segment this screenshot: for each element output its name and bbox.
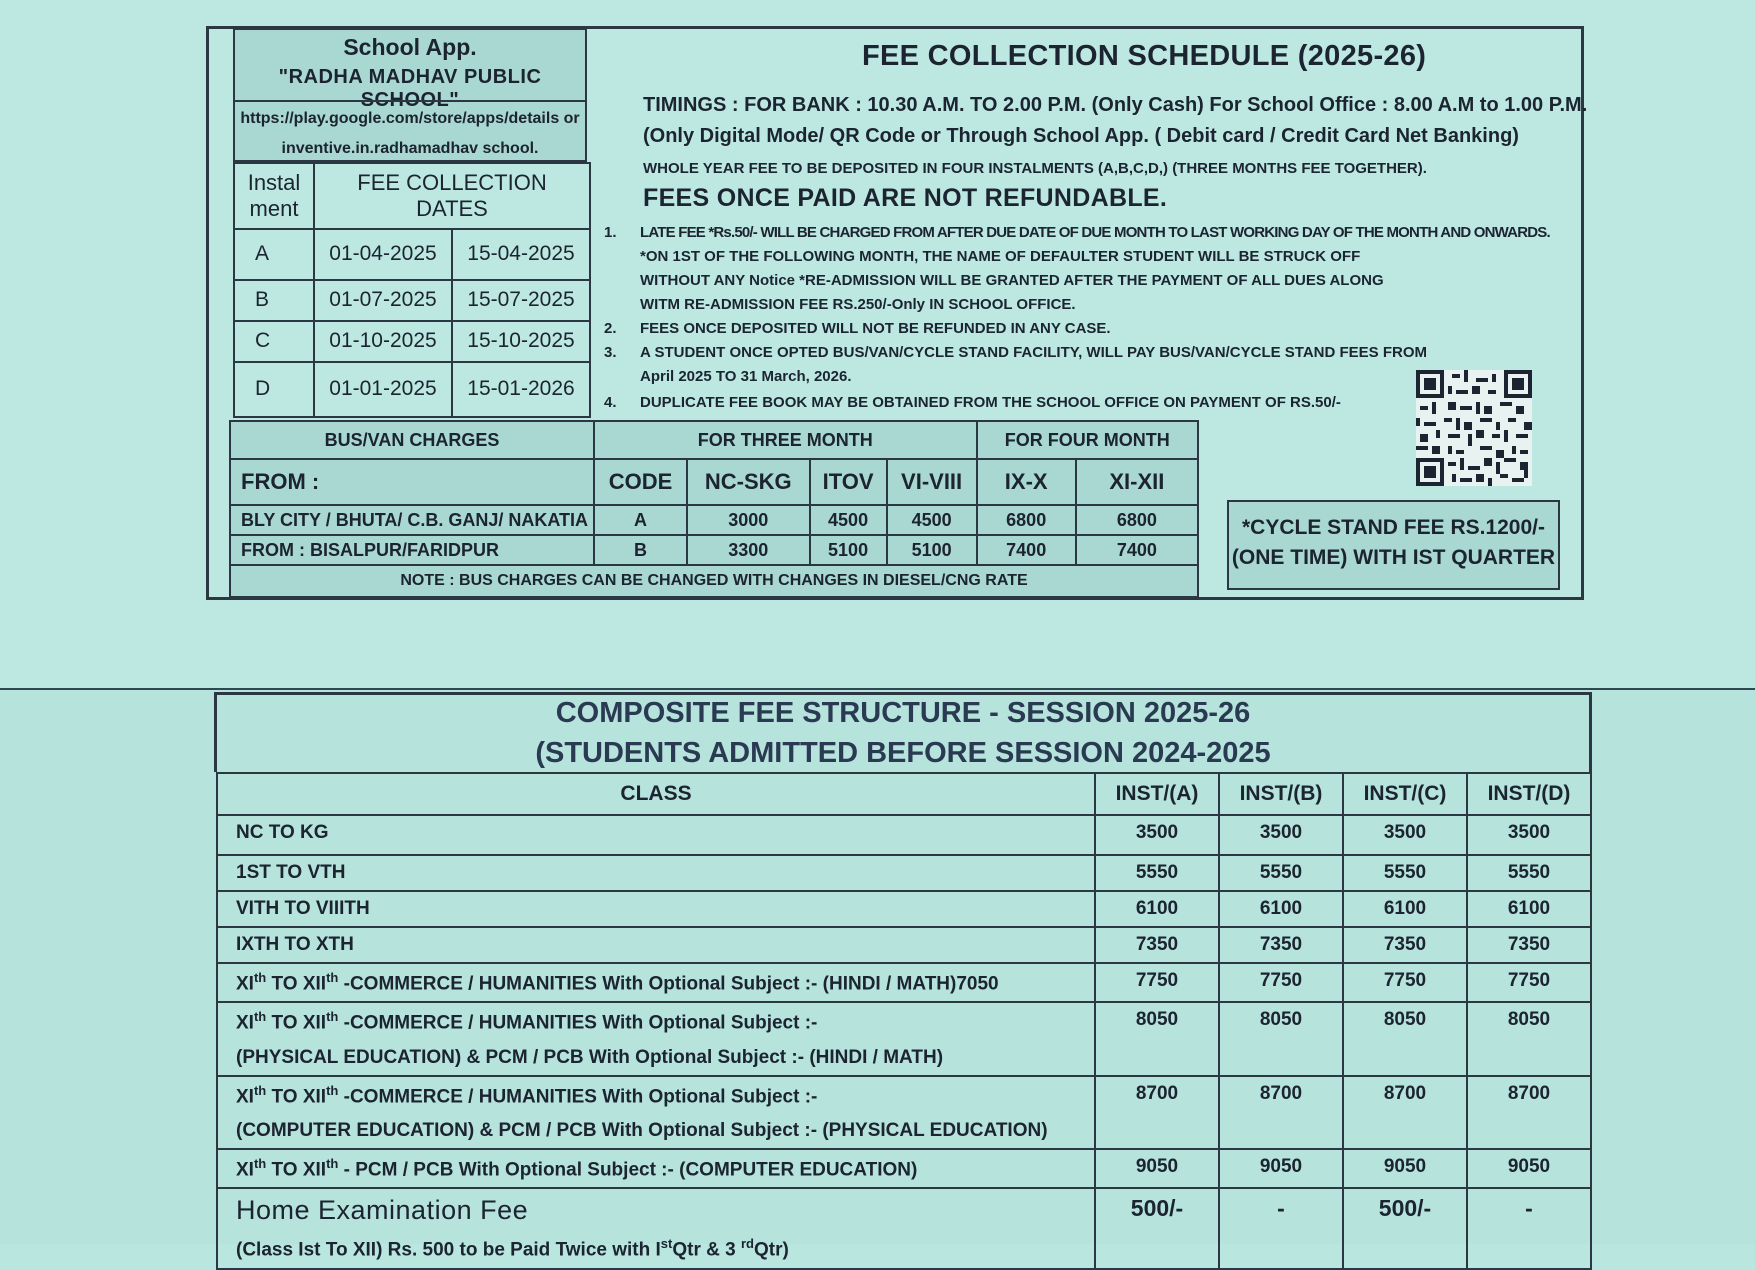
fee-amount: 9050 xyxy=(1467,1149,1591,1188)
xi-label: XI xyxy=(236,973,254,995)
class-name: IXTH TO XTH xyxy=(217,927,1095,963)
installment-to: 15-04-2025 xyxy=(452,229,590,280)
rule-number: 3. xyxy=(604,344,617,361)
installment-row xyxy=(234,229,590,280)
fee-amount: 8700 xyxy=(1219,1076,1343,1149)
th-sup: th xyxy=(253,970,267,985)
installment-code: A xyxy=(234,229,314,280)
installment-code: D xyxy=(234,362,314,417)
rule-text: LATE FEE *Rs.50/- WILL BE CHARGED FROM AFTER DUE DATE OF DUE MONTH TO LAST WORKING DAY OF THE MONTH AND ONWARDS. xyxy=(640,224,1550,241)
rule-text: WITM RE-ADMISSION FEE RS.250/-Only IN SCHOOL OFFICE. xyxy=(640,296,1076,313)
rule-text: DUPLICATE FEE BOOK MAY BE OBTAINED FROM THE SCHOOL OFFICE ON PAYMENT OF RS.50/- xyxy=(640,394,1341,411)
to-label: TO XII xyxy=(266,1159,327,1181)
installment-from: 01-07-2025 xyxy=(314,280,452,321)
exam-fee-title: Home Examination Fee xyxy=(236,1195,529,1226)
class-name xyxy=(217,1149,1095,1188)
exam-sup: st xyxy=(660,1236,673,1252)
installment-row xyxy=(234,362,590,417)
fee-row xyxy=(217,815,1591,855)
exam-fee-label xyxy=(217,1188,1095,1268)
fee-amount: 7350 xyxy=(1095,927,1219,963)
charge: 7400 xyxy=(1076,535,1198,565)
fee-row xyxy=(217,855,1591,891)
route: FROM : BISALPUR/FARIDPUR xyxy=(230,535,594,565)
exam-note-part: (Class Ist To XII) Rs. 500 to be Paid Twice with I xyxy=(236,1239,661,1261)
composite-fee-table xyxy=(216,772,1592,1270)
qr-code-icon[interactable] xyxy=(1415,370,1533,486)
rule-number: 1. xyxy=(604,224,617,241)
bus-route-row xyxy=(230,535,1198,565)
composite-subtitle: (STUDENTS ADMITTED BEFORE SESSION 2024-2025 xyxy=(535,737,1271,769)
timings-line-1: TIMINGS : FOR BANK : 10.30 A.M. TO 2.00 P.M. (Only Cash) For School Office : 8.00 A.M to 1.00 P.M. xyxy=(643,94,1588,116)
route: BLY CITY / BHUTA/ C.B. GANJ/ NAKATIA xyxy=(230,505,594,535)
school-app-box xyxy=(233,28,587,162)
charge: 3000 xyxy=(687,505,809,535)
fee-row xyxy=(217,927,1591,963)
xi-label: XI xyxy=(236,1012,254,1034)
th-sup: th xyxy=(326,970,339,985)
xi-label: XI xyxy=(236,1085,254,1107)
from-label: FROM : xyxy=(230,459,594,505)
installment-to: 15-07-2025 xyxy=(452,280,590,321)
app-title: School App. xyxy=(343,34,477,60)
exam-fee-amount: 500/- xyxy=(1095,1188,1219,1268)
fee-amount: 7350 xyxy=(1467,927,1591,963)
th-sup: th xyxy=(326,1082,339,1098)
installment-code: B xyxy=(234,280,314,321)
fee-amount: 3500 xyxy=(1095,815,1219,855)
installment-from: 01-10-2025 xyxy=(314,321,452,362)
column-header: IX-X xyxy=(977,459,1076,505)
app-link-line1[interactable]: https://play.google.com/store/apps/details or xyxy=(240,110,580,127)
fee-row xyxy=(217,963,1591,1002)
cycle-stand-note: (ONE TIME) WITH IST QUARTER xyxy=(1231,546,1556,569)
bus-route-row xyxy=(230,505,1198,535)
inst-header: INST/(B) xyxy=(1219,773,1343,815)
fee-amount: 3500 xyxy=(1467,815,1591,855)
class-description: -COMMERCE / HUMANITIES With Optional Subject :- xyxy=(338,1012,818,1034)
installment-dates-table xyxy=(233,162,591,418)
rule-text: *ON 1ST OF THE FOLLOWING MONTH, THE NAME OF DEFAULTER STUDENT WILL BE STRUCK OFF xyxy=(640,248,1361,265)
installment-row xyxy=(234,321,590,362)
fee-amount: 7750 xyxy=(1467,963,1591,1002)
bus-note: NOTE : BUS CHARGES CAN BE CHANGED WITH CHANGES IN DIESEL/CNG RATE xyxy=(230,565,1198,597)
installment-header: Instal ment xyxy=(234,163,314,229)
timings-line-2: (Only Digital Mode/ QR Code or Through School App. ( Debit card / Credit Card Net Banking) xyxy=(643,125,1519,147)
class-name xyxy=(217,1002,1095,1075)
class-name: VITH TO VIIITH xyxy=(217,891,1095,927)
fee-row xyxy=(217,1149,1591,1188)
fee-amount: 6100 xyxy=(1095,891,1219,927)
th-sup: th xyxy=(253,1009,267,1025)
class-description: - PCM / PCB With Optional Subject :- (COMPUTER EDUCATION) xyxy=(338,1159,918,1181)
fee-amount: 8050 xyxy=(1095,1002,1219,1075)
exam-fee-amount: 500/- xyxy=(1343,1188,1467,1268)
class-description-sub: (COMPUTER EDUCATION) & PCM / PCB With Optional Subject :- (PHYSICAL EDUCATION) xyxy=(236,1119,1048,1141)
installment-code: C xyxy=(234,321,314,362)
exam-fee-row xyxy=(217,1188,1591,1268)
fee-row xyxy=(217,1002,1591,1075)
class-header: CLASS xyxy=(217,773,1095,815)
inst-header: INST/(A) xyxy=(1095,773,1219,815)
charge: 7400 xyxy=(977,535,1076,565)
to-label: TO XII xyxy=(266,973,327,995)
exam-note-part: Qtr) xyxy=(753,1239,789,1261)
rule-text: WITHOUT ANY Notice *RE-ADMISSION WILL BE GRANTED AFTER THE PAYMENT OF ALL DUES ALONG xyxy=(640,272,1384,289)
rule-text: April 2025 TO 31 March, 2026. xyxy=(640,368,852,385)
rule-text: A STUDENT ONCE OPTED BUS/VAN/CYCLE STAND FACILITY, WILL PAY BUS/VAN/CYCLE STAND FEES FROM xyxy=(640,344,1427,361)
to-label: TO XII xyxy=(266,1012,327,1034)
fee-amount: 3500 xyxy=(1343,815,1467,855)
exam-fee-note xyxy=(236,1236,1076,1261)
route-code: A xyxy=(594,505,687,535)
th-sup: th xyxy=(253,1082,267,1098)
fee-amount: 5550 xyxy=(1219,855,1343,891)
xi-label: XI xyxy=(236,1159,254,1181)
fee-amount: 9050 xyxy=(1343,1149,1467,1188)
th-sup: th xyxy=(253,1155,267,1171)
charge: 6800 xyxy=(1076,505,1198,535)
composite-title-box xyxy=(214,692,1592,772)
th-sup: th xyxy=(326,1155,339,1171)
fee-row xyxy=(217,1076,1591,1149)
fee-amount: 8700 xyxy=(1467,1076,1591,1149)
class-name xyxy=(217,1076,1095,1149)
class-description-sub: (PHYSICAL EDUCATION) & PCM / PCB With Optional Subject :- (HINDI / MATH) xyxy=(236,1046,944,1068)
dates-header: FEE COLLECTION DATES xyxy=(314,163,590,229)
whole-year-note: WHOLE YEAR FEE TO BE DEPOSITED IN FOUR INSTALMENTS (A,B,C,D,) (THREE MONTHS FEE TOGETHER). xyxy=(643,160,1427,177)
fee-amount: 8050 xyxy=(1467,1002,1591,1075)
fee-amount: 6100 xyxy=(1219,891,1343,927)
fee-amount: 7350 xyxy=(1219,927,1343,963)
charge: 5100 xyxy=(887,535,977,565)
exam-note-part: Qtr & 3 xyxy=(672,1239,741,1261)
fee-amount: 6100 xyxy=(1343,891,1467,927)
column-header: XI-XII xyxy=(1076,459,1198,505)
class-name xyxy=(217,963,1095,1002)
class-description: -COMMERCE / HUMANITIES With Optional Subject :- xyxy=(338,1085,818,1107)
route-code: B xyxy=(594,535,687,565)
fee-amount: 9050 xyxy=(1219,1149,1343,1188)
fee-amount: 6100 xyxy=(1467,891,1591,927)
column-header: VI-VIII xyxy=(887,459,977,505)
cycle-stand-box xyxy=(1227,500,1560,590)
fee-amount: 5550 xyxy=(1467,855,1591,891)
fee-amount: 8050 xyxy=(1343,1002,1467,1075)
bus-charges-label: BUS/VAN CHARGES xyxy=(230,421,594,459)
column-header: ITOV xyxy=(810,459,887,505)
charge: 4500 xyxy=(810,505,887,535)
installment-from: 01-01-2025 xyxy=(314,362,452,417)
exam-fee-amount: - xyxy=(1219,1188,1343,1268)
fee-amount: 3500 xyxy=(1219,815,1343,855)
fee-amount: 9050 xyxy=(1095,1149,1219,1188)
divider xyxy=(235,100,585,102)
cycle-stand-fee: *CYCLE STAND FEE RS.1200/- xyxy=(1241,516,1545,539)
fee-amount: 8700 xyxy=(1343,1076,1467,1149)
fee-amount: 8700 xyxy=(1095,1076,1219,1149)
inst-header: INST/(D) xyxy=(1467,773,1591,815)
fee-schedule-heading: FEE COLLECTION SCHEDULE (2025-26) xyxy=(862,40,1427,72)
class-description: -COMMERCE / HUMANITIES With Optional Subject :- (HINDI / MATH)7050 xyxy=(338,973,999,995)
installment-to: 15-01-2026 xyxy=(452,362,590,417)
th-sup: th xyxy=(326,1009,339,1025)
installment-from: 01-04-2025 xyxy=(314,229,452,280)
inst-header: INST/(C) xyxy=(1343,773,1467,815)
composite-title: COMPOSITE FEE STRUCTURE - SESSION 2025-26 xyxy=(555,697,1251,729)
class-name: NC TO KG xyxy=(217,815,1095,855)
charge: 3300 xyxy=(687,535,809,565)
fee-amount: 5550 xyxy=(1343,855,1467,891)
exam-sup: rd xyxy=(740,1236,754,1252)
rule-text: FEES ONCE DEPOSITED WILL NOT BE REFUNDED IN ANY CASE. xyxy=(640,320,1111,337)
app-link-line2[interactable]: inventive.in.radhamadhav school. xyxy=(281,140,539,157)
column-header: NC-SKG xyxy=(687,459,809,505)
three-month-label: FOR THREE MONTH xyxy=(594,421,977,459)
four-month-label: FOR FOUR MONTH xyxy=(977,421,1198,459)
fee-amount: 7350 xyxy=(1343,927,1467,963)
fee-amount: 7750 xyxy=(1095,963,1219,1002)
fee-row xyxy=(217,891,1591,927)
rule-number: 4. xyxy=(604,394,617,411)
bus-van-charges-table xyxy=(229,420,1199,598)
school-name: "RADHA MADHAV PUBLIC SCHOOL" xyxy=(278,66,542,111)
installment-row xyxy=(234,280,590,321)
exam-fee-amount: - xyxy=(1467,1188,1591,1268)
charge: 6800 xyxy=(977,505,1076,535)
fee-amount: 5550 xyxy=(1095,855,1219,891)
class-name: 1ST TO VTH xyxy=(217,855,1095,891)
charge: 4500 xyxy=(887,505,977,535)
not-refundable-note: FEES ONCE PAID ARE NOT REFUNDABLE. xyxy=(643,184,1168,212)
installment-to: 15-10-2025 xyxy=(452,321,590,362)
fee-amount: 7750 xyxy=(1219,963,1343,1002)
fee-amount: 7750 xyxy=(1343,963,1467,1002)
to-label: TO XII xyxy=(266,1085,327,1107)
fee-amount: 8050 xyxy=(1219,1002,1343,1075)
rule-number: 2. xyxy=(604,320,617,337)
charge: 5100 xyxy=(810,535,887,565)
column-header: CODE xyxy=(594,459,687,505)
